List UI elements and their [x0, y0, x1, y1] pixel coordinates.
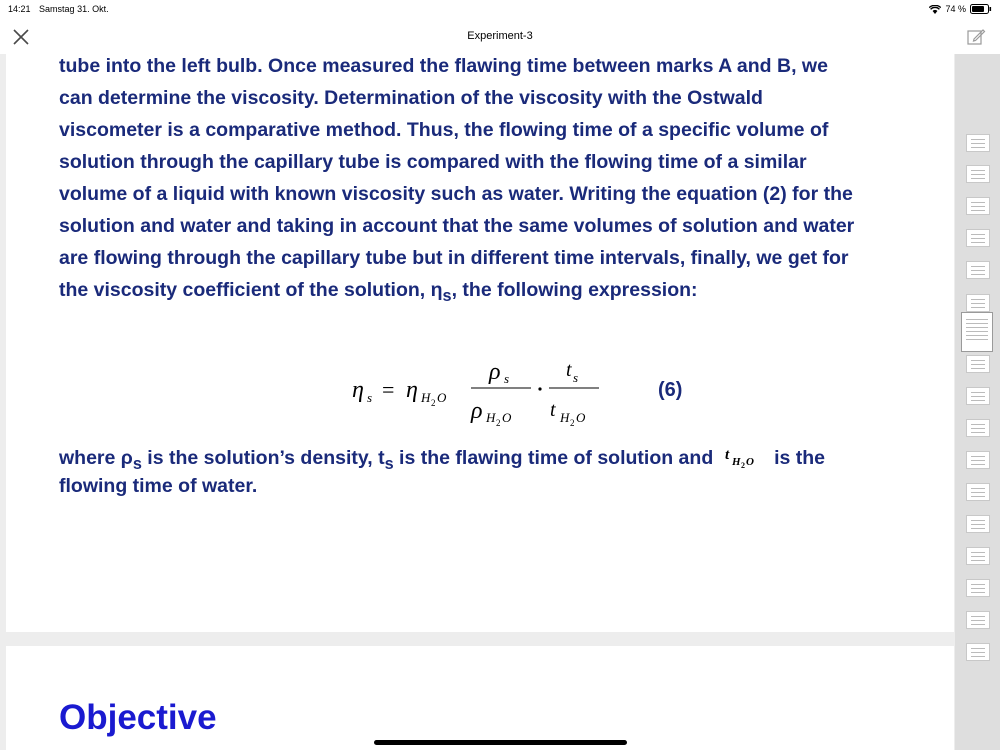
page-thumbnail[interactable] [966, 294, 990, 312]
text-line: flowing time of water. [59, 475, 258, 497]
page-thumbnail[interactable] [966, 134, 990, 152]
svg-text:2: 2 [431, 398, 436, 408]
page-thumbnail[interactable] [966, 387, 990, 405]
svg-text:2: 2 [740, 461, 745, 470]
svg-text:H: H [421, 390, 431, 405]
svg-text:O: O [745, 456, 754, 468]
svg-text:t: t [550, 399, 556, 421]
body-paragraph-2 [59, 444, 939, 500]
svg-text:2: 2 [570, 418, 575, 428]
battery-percent: 74 % [945, 4, 966, 14]
subscript: s [442, 286, 452, 305]
status-time: 14:21 [8, 4, 31, 14]
text-fragment: , the following expression: [451, 279, 698, 301]
svg-text:O: O [437, 390, 447, 405]
svg-text:H: H [486, 410, 496, 425]
svg-text:ρ: ρ [471, 398, 483, 424]
document-page [6, 54, 954, 632]
text-line: can determine the viscosity. Determination of the viscosity with the Ostwald [59, 87, 763, 109]
subscript: s [384, 454, 394, 473]
svg-text:O: O [576, 410, 586, 425]
svg-text:2: 2 [496, 418, 501, 428]
page-thumbnail-strip[interactable] [955, 54, 1000, 750]
page-thumbnail[interactable] [966, 579, 990, 597]
page-thumbnail[interactable] [966, 419, 990, 437]
page-thumbnail[interactable] [966, 355, 990, 373]
text-line: volume of a liquid with known viscosity such as water. Writing the equation (2) for the [59, 183, 853, 205]
text-fragment: where ρ [59, 447, 133, 469]
status-right [929, 4, 992, 14]
page-thumbnail[interactable] [966, 261, 990, 279]
home-indicator[interactable] [374, 740, 627, 745]
page-thumbnail[interactable] [966, 197, 990, 215]
svg-text:H: H [731, 456, 741, 468]
text-line: are flowing through the capillary tube but in different time intervals, finally, we get for [59, 247, 849, 269]
section-heading: Objective [59, 698, 217, 737]
svg-text:t: t [724, 447, 729, 463]
t-h2o-symbol [719, 446, 769, 470]
text-fragment: is the [768, 447, 826, 469]
wifi-icon [929, 5, 941, 14]
subscript: s [132, 454, 142, 473]
svg-text:O: O [502, 410, 512, 425]
text-line [59, 274, 939, 306]
body-paragraph [59, 54, 939, 306]
page-thumbnail[interactable] [966, 547, 990, 565]
svg-text:t: t [566, 359, 572, 381]
document-page-2 [6, 646, 954, 750]
text-fragment: is the solution’s density, t [141, 447, 385, 469]
page-thumbnail[interactable] [966, 451, 990, 469]
svg-text:=: = [382, 377, 395, 402]
viscosity-equation [336, 354, 636, 434]
status-left [8, 4, 115, 14]
page-thumbnail[interactable] [966, 643, 990, 661]
text-line [59, 444, 939, 472]
text-line: solution through the capillary tube is compared with the flowing time of a similar [59, 151, 807, 173]
page-thumbnail[interactable] [966, 483, 990, 501]
equation-number: (6) [658, 379, 683, 401]
svg-text:s: s [504, 371, 510, 386]
svg-text:η: η [352, 377, 364, 403]
text-line: solution and water and taking in account that the same volumes of solution and water [59, 215, 855, 237]
text-line: viscometer is a comparative method. Thus, the flowing time of a specific volume of [59, 119, 829, 141]
text-fragment: is the flawing time of solution and [393, 447, 719, 469]
status-date: Samstag 31. Okt. [39, 4, 109, 14]
document-title: Experiment-3 [467, 30, 533, 42]
svg-text:H: H [560, 410, 570, 425]
battery-icon [970, 4, 992, 14]
page-thumbnail[interactable] [966, 611, 990, 629]
svg-text:η: η [406, 377, 418, 403]
text-fragment: the viscosity coefficient of the solution, η [59, 279, 443, 301]
svg-text:s: s [573, 370, 579, 385]
nav-bar [0, 20, 1000, 54]
svg-text:s: s [367, 390, 373, 405]
page-thumbnail[interactable] [966, 515, 990, 533]
text-line: tube into the left bulb. Once measured the flawing time between marks A and B, we [59, 55, 828, 77]
page-thumbnail[interactable] [966, 229, 990, 247]
status-bar [0, 0, 1000, 20]
edit-icon [966, 27, 986, 47]
page-thumbnail-current[interactable] [961, 312, 993, 352]
svg-text:ρ: ρ [489, 359, 501, 385]
page-thumbnail[interactable] [966, 165, 990, 183]
edit-button[interactable] [966, 27, 986, 47]
